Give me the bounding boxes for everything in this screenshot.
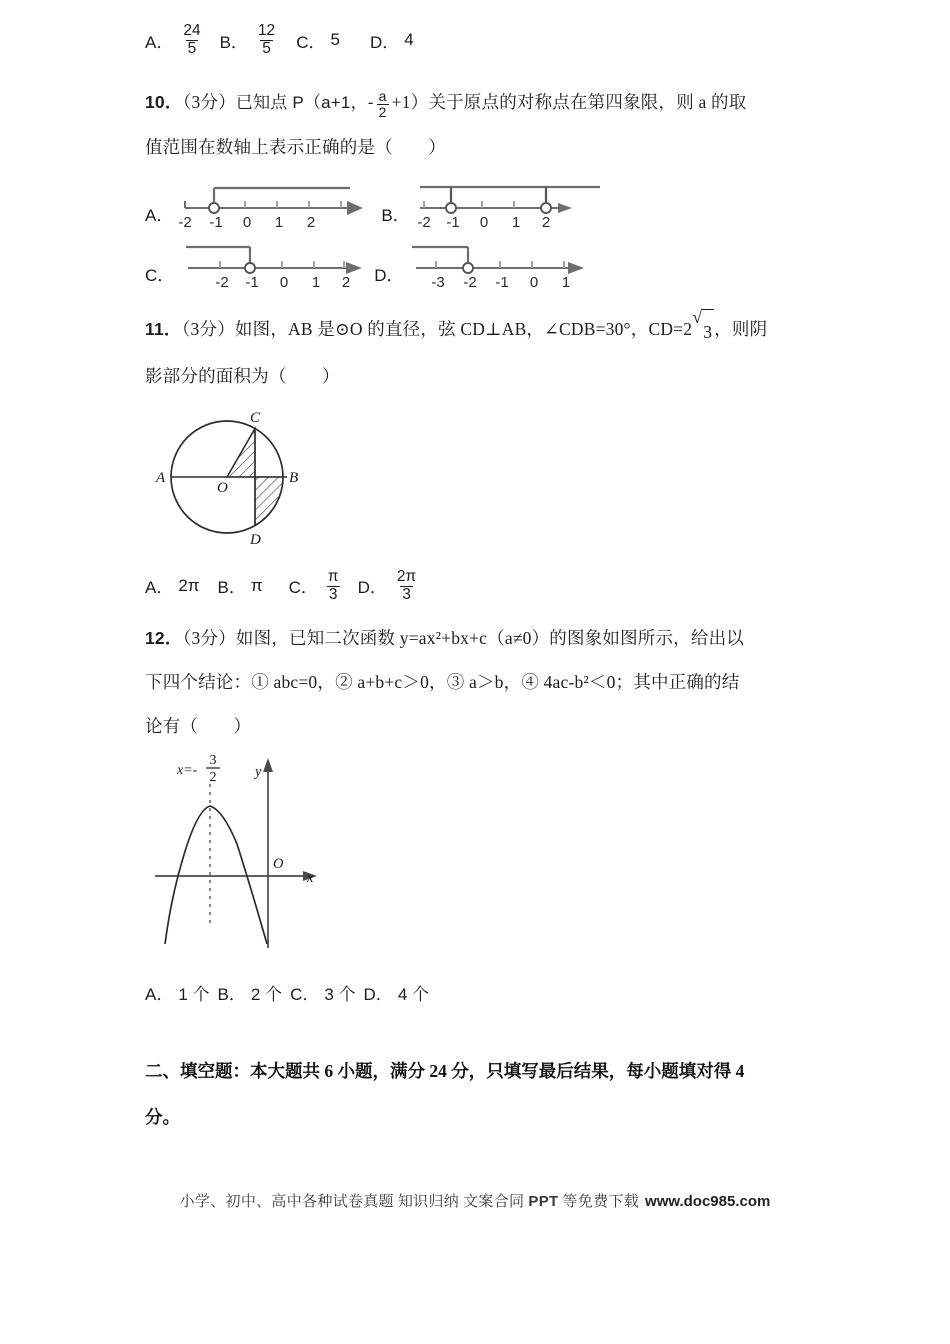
q11-number: 11． [145,319,182,339]
q9-option-b-fraction [256,23,277,57]
footer-text-before: 小学、初中、高中各种试卷真题 知识归纳 文案合同 [179,1194,529,1210]
q10-option-b-numberline [414,175,604,231]
radicand: 3 [702,309,714,354]
q12-line1 [145,616,825,660]
q10-option-d-label: D． [374,266,404,285]
q11-option-a-label: A． [145,578,174,598]
q12-option-a-value: 1 个 [178,985,210,1005]
q11-line1 [145,307,825,354]
q9-option-b-label: B． [219,32,248,52]
q9-option-a-label: A． [145,32,174,52]
fraction-denominator: 2 [378,103,387,120]
q12-option-b[interactable] [218,980,283,1005]
q11-option-d[interactable] [358,569,422,603]
q12-option-c-label: C． [290,985,320,1005]
q12-line3: 论有（ ） [145,715,252,736]
page-content [145,0,825,1140]
label-O: O [217,479,228,496]
q9-option-b[interactable] [220,23,281,57]
svg-text:1: 1 [312,274,321,291]
fraction-denominator: 5 [262,40,271,57]
svg-text:-1: -1 [446,214,460,231]
svg-text:-2: -2 [178,214,193,231]
q12-option-b-value: 2 个 [250,985,283,1005]
svg-text:-2: -2 [215,274,229,291]
q12-number: 12． [145,627,183,648]
q9-option-d-label: D． [369,32,400,52]
q12-option-d[interactable] [364,980,429,1005]
q9-option-c-label: C． [296,32,326,52]
q12-option-c[interactable] [290,980,355,1005]
svg-text:-2: -2 [417,214,431,231]
q11-option-b-label: B． [217,578,246,598]
q11-option-c[interactable] [289,569,344,603]
q11-option-b[interactable] [218,573,263,598]
q10-option-d[interactable] [374,235,597,291]
q11-text-a: 如图，AB 是⊙O 的直径，弦 CD⊥AB，∠CDB=30°，CD=2 [234,319,693,339]
svg-text:2: 2 [541,214,550,231]
q10-option-b[interactable] [381,175,603,231]
q12-points: （3分） [182,627,236,648]
q12-option-a-label: A． [145,985,174,1005]
q10-option-b-label: B． [381,206,410,225]
label-A: A [156,469,166,486]
q9-option-d-value: 4 [404,30,414,49]
fraction-numerator: π [327,568,339,586]
q11-option-d-fraction [395,569,418,603]
q10-text-b: +1）关于原点的对称点在第四象限，则 a 的取 [391,92,747,112]
q9-option-d[interactable] [370,28,414,53]
q10-fraction-a-over-2 [377,89,389,120]
q9-option-c[interactable] [296,28,340,53]
q11-option-c-fraction [326,569,341,603]
label-C: C [250,409,261,426]
q10-option-c-numberline [178,235,368,291]
origin-label: O [273,855,284,872]
footer-text-after: 等免费下载 [558,1194,640,1210]
axis-label-y: y [255,763,262,780]
q11-points: （3分） [181,319,235,339]
svg-text:-1: -1 [209,214,224,231]
q10-option-c-label: C． [145,266,175,285]
svg-text:-3: -3 [430,274,445,291]
q10-option-c[interactable] [145,235,368,291]
q9-option-a-fraction [181,23,202,57]
q12-option-d-label: D． [363,985,393,1005]
q11-text-b: ，则阴 [714,319,768,339]
radical-sign: √ [692,306,703,327]
q11-line2: 影部分的面积为（ ） [145,365,340,386]
q10-options-row-1 [145,175,825,231]
q10-minus: - [367,93,374,112]
q9-option-c-value: 5 [330,30,340,49]
fraction-denominator: 5 [187,40,197,57]
q12-option-d-value: 4 个 [397,985,429,1005]
q11-option-a-value: 2π [178,575,200,595]
svg-text:2: 2 [307,214,316,231]
symmetry-axis-denominator: 2 [209,769,217,785]
q12-options-row [145,966,825,1012]
footer-url[interactable]: www.doc985.com [645,1193,771,1210]
q11-sqrt-3 [692,308,714,354]
fraction-numerator: 12 [257,22,276,40]
q12-text-line1: 如图，已知二次函数 y=ax²+bx+c（a≠0）的图象如图所示，给出以 [235,627,744,648]
q10-option-a-label: A． [145,206,174,225]
section2-line2: 分。 [145,1106,180,1127]
svg-text:1: 1 [511,214,520,231]
symmetry-axis-prefix: x=- [177,762,198,778]
label-B: B [289,469,299,486]
q12-line2: 下四个结论：① abc=0，② a+b+c＞0，③ a＞b，④ 4ac‐b²＜0；其中正确的结 [145,671,740,692]
label-D: D [250,531,261,548]
section2-line1: 二、填空题：本大题共 6 小题，满分 24 分，只填写最后结果，每小题填对得 4 [145,1060,745,1081]
svg-text:1: 1 [275,214,284,231]
svg-text:-1: -1 [245,274,259,291]
q9-options-row [145,0,825,62]
q10-number: 10． [145,92,183,112]
q10-line2: 值范围在数轴上表示正确的是（ ） [145,137,446,157]
svg-text:0: 0 [479,214,488,231]
fraction-denominator: 3 [402,585,411,603]
q11-option-a[interactable] [145,573,200,598]
q11-option-b-value: π [250,575,263,595]
svg-text:0: 0 [529,274,538,291]
q11-figure-wrapper [145,402,825,552]
fraction-numerator: a [378,87,387,104]
svg-text:2: 2 [342,274,351,291]
fraction-numerator: 24 [183,22,201,40]
q12-option-a[interactable] [145,980,210,1005]
q12-figure-wrapper [145,748,825,966]
q11-circle-figure [155,402,325,552]
q9-option-a[interactable] [145,23,206,57]
svg-text:-2: -2 [462,274,477,291]
page-footer [0,1190,950,1211]
q10-option-d-numberline [408,235,598,291]
svg-text:0: 0 [243,214,252,231]
q11-option-c-label: C． [288,578,318,598]
q12-option-c-value: 3 个 [324,985,356,1005]
svg-text:-1: -1 [494,274,509,291]
q10-options-row-2 [145,235,825,291]
symmetry-axis-numerator: 3 [209,752,217,768]
fraction-numerator: 2π [396,568,417,586]
footer-ppt: PPT [528,1193,559,1210]
q12-parabola-figure [155,748,345,966]
axis-label-x: x [307,869,314,886]
q12-option-b-label: B． [217,985,246,1005]
q10-option-a-numberline [177,175,367,231]
q10-points: （3分） [182,92,236,112]
q11-options-row [145,552,825,610]
q10-line1 [145,80,825,125]
fraction-denominator: 3 [328,585,338,603]
q11-option-d-label: D． [357,578,387,598]
svg-text:0: 0 [280,274,289,291]
q10-option-a[interactable] [145,175,367,231]
q10-text-a: 已知点 P（a+1， [235,93,368,112]
svg-text:1: 1 [561,274,570,291]
